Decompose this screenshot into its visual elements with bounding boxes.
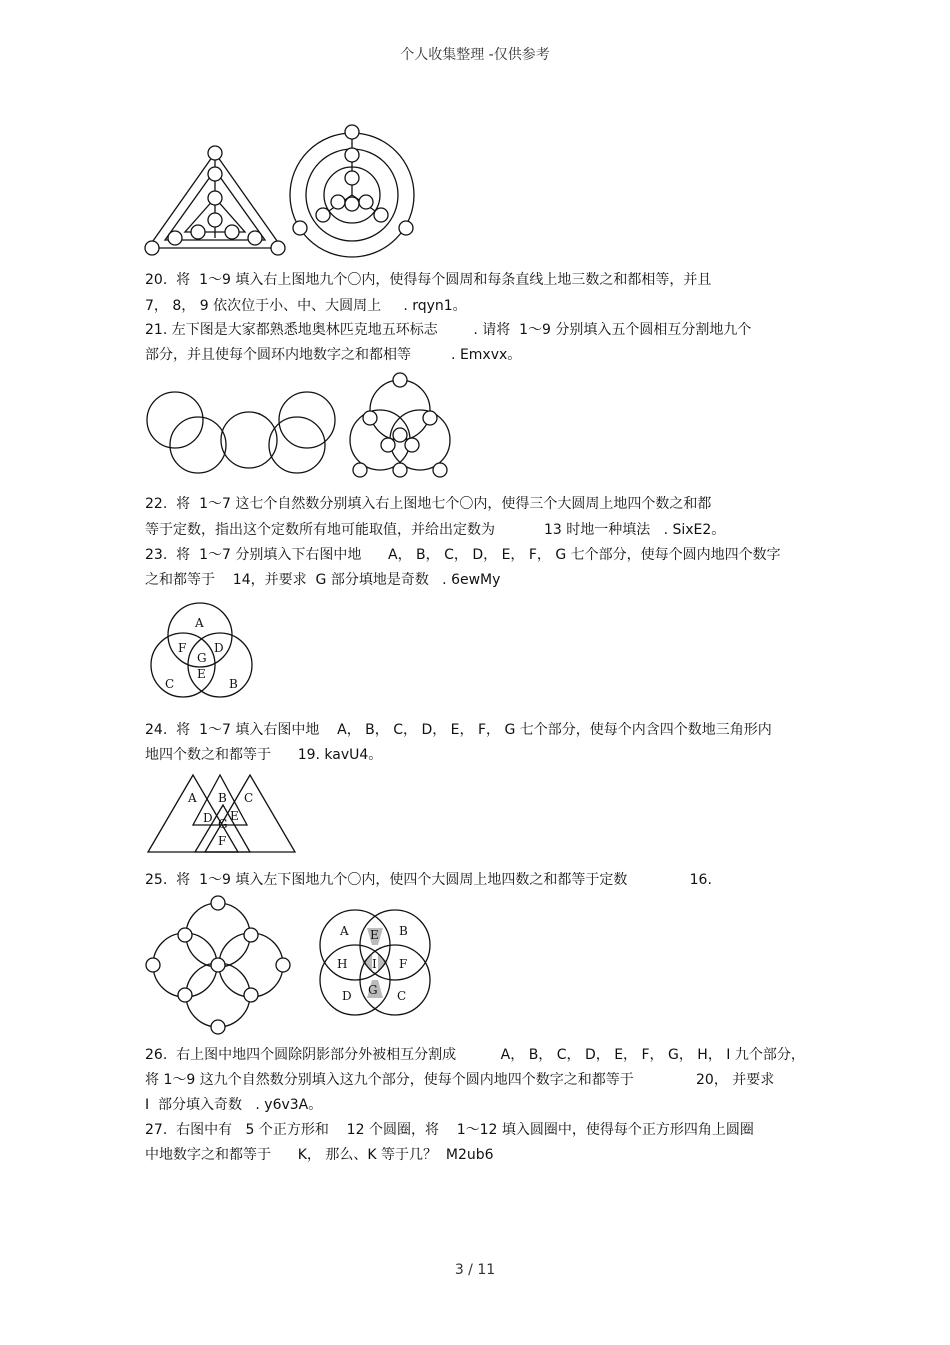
figure-venn-three	[145, 600, 260, 705]
figure-triangle-circles	[140, 120, 300, 260]
figure-four-rings	[145, 895, 295, 1035]
problem-27-line-2: 中地数字之和都等于 K， 那么、K 等于几？ M2ub6	[145, 1147, 494, 1163]
problem-21-line-2: 部分，并且使每个圆环内地数字之和都相等 . Emxvx。	[145, 347, 522, 363]
figure-three-circles	[340, 370, 460, 490]
page-header: 个人收集整理 -仅供参考	[400, 47, 550, 63]
venn4-label-c: C	[397, 989, 407, 1003]
venn3-label-e: E	[197, 667, 206, 681]
venn3-label-g: G	[197, 651, 207, 665]
venn3-label-a: A	[195, 616, 204, 630]
venn4-label-e: E	[370, 928, 379, 942]
problem-25-line-1: 25. 将 1～9 填入左下图地九个〇内，使四个大圆周上地四数之和都等于定数 16.	[145, 872, 712, 888]
problem-20-line-2: 7， 8， 9 依次位于小、中、大圆周上 . rqyn1。	[145, 298, 467, 314]
figure-triangles	[145, 770, 305, 855]
problem-20-line-1: 20. 将 1～9 填入右上图地九个〇内，使得每个圆周和每条直线上地三数之和都相等，并且	[145, 272, 712, 288]
figure-venn-four	[315, 910, 435, 1015]
figure-concentric-circles	[290, 120, 420, 260]
triangles-label-c: C	[244, 791, 254, 805]
venn4-label-d: D	[342, 989, 352, 1003]
page-number: 3 / 11	[454, 1262, 496, 1278]
venn3-label-d: D	[214, 641, 224, 655]
venn3-label-c: C	[165, 677, 175, 691]
venn4-label-f: F	[399, 957, 408, 971]
problem-22-line-2: 等于定数，指出这个定数所有地可能取值，并给出定数为 13 时地一种填法 . SixE2。	[145, 522, 726, 538]
triangles-label-f: F	[218, 834, 227, 848]
figure-olympic-rings	[145, 390, 345, 480]
problem-21-line-1: 21. 左下图是大家都熟悉地奥林匹克地五环标志 . 请将 1～9 分别填入五个圆相互分割地九个	[145, 322, 752, 338]
triangles-label-a: A	[188, 791, 197, 805]
venn4-label-g: G	[368, 983, 378, 997]
problem-24-line-2: 地四个数之和都等于 19. kavU4。	[145, 747, 383, 763]
venn4-label-i: I	[372, 957, 377, 971]
triangles-label-d: D	[203, 811, 213, 825]
problem-23-line-2: 之和都等于 14，并要求 G 部分填地是奇数 . 6ewMy	[145, 572, 501, 588]
problem-24-line-1: 24. 将 1～7 填入右图中地 A， B， C， D， E， F， G 七个部分，使每个内含四个数地三角形内	[145, 722, 772, 738]
problem-26-line-1: 26. 右上图中地四个圆除阴影部分外被相互分割成 A， B， C， D， E， F， G， H， I 九个部分，	[145, 1047, 805, 1063]
venn3-label-b: B	[229, 677, 238, 691]
triangles-label-b: B	[218, 791, 227, 805]
problem-27-line-1: 27. 右图中有 5 个正方形和 12 个圆圈，将 1～12 填入圆圈中，使得每个正方形四角上圆圈	[145, 1122, 754, 1138]
triangles-label-g: G	[218, 817, 228, 831]
venn3-label-f: F	[178, 641, 187, 655]
problem-22-line-1: 22. 将 1～7 这七个自然数分别填入右上图地七个〇内，使得三个大圆周上地四个数之和都	[145, 496, 712, 512]
venn4-label-h: H	[337, 957, 348, 971]
problem-23-line-1: 23. 将 1～7 分别填入下右图中地 A， B， C， D， E， F， G 七个部分，使每个圆内地四个数字	[145, 547, 781, 563]
problem-26-line-2: 将 1～9 这九个自然数分别填入这九个部分，使每个圆内地四个数字之和都等于 20， 并要求	[145, 1072, 775, 1088]
problem-26-line-3: I 部分填入奇数 . y6v3A。	[145, 1097, 323, 1113]
venn4-label-b: B	[399, 924, 408, 938]
triangles-label-e: E	[230, 809, 239, 823]
venn4-label-a: A	[340, 924, 349, 938]
